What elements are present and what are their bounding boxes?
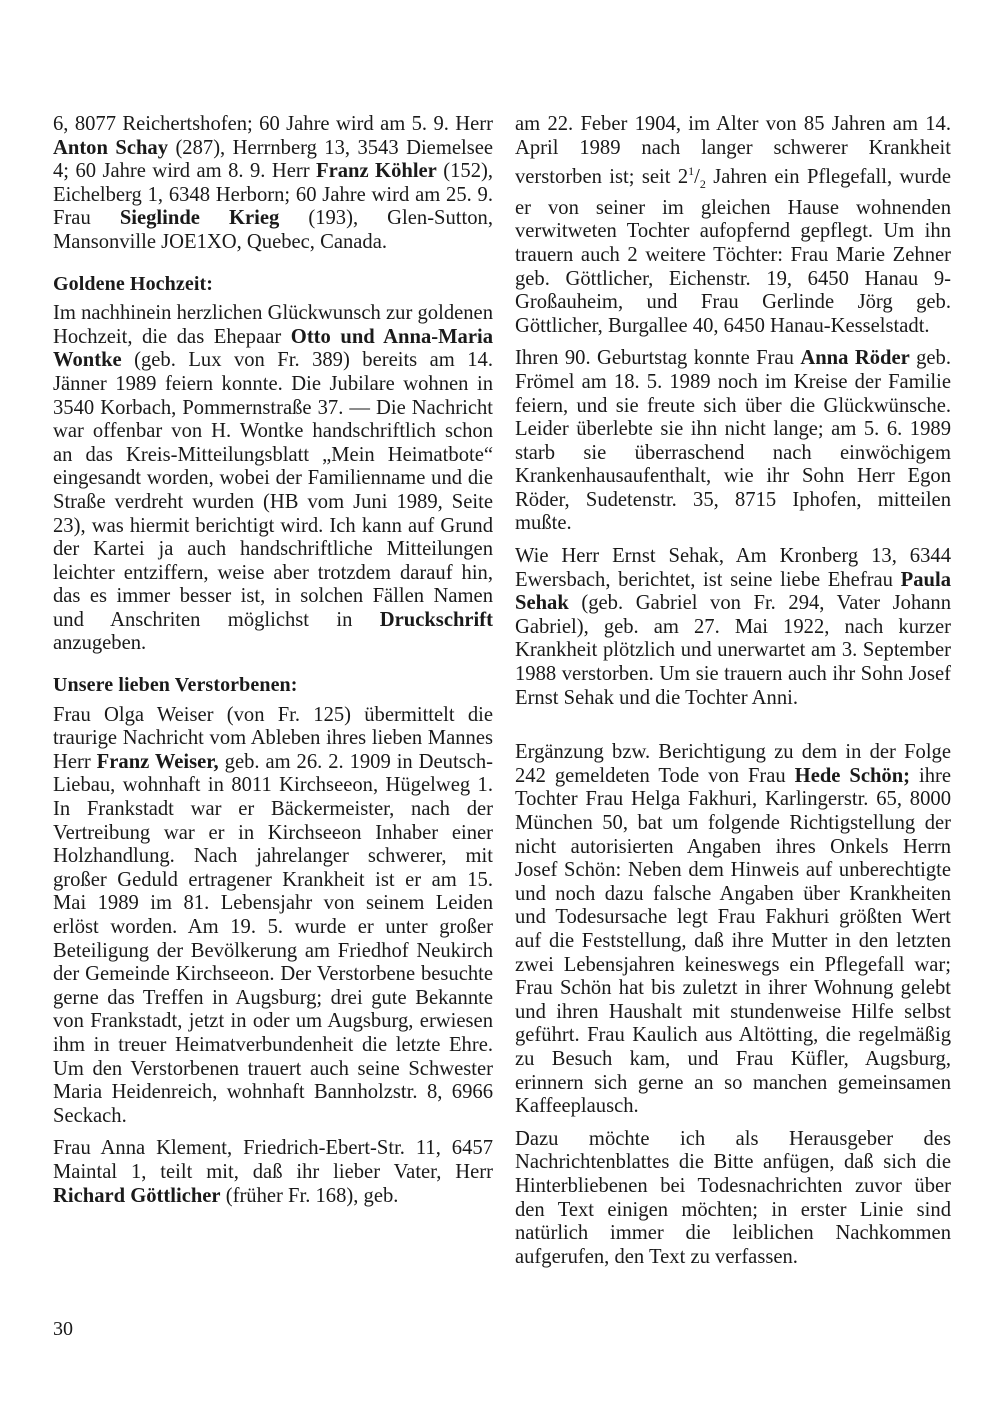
editor-note: Dazu möchte ich als Herausgeber des Nachrichtenblattes die Bitte anfügen, daß sich die Hinterbliebenen bei Todesnachrichten zuvor über den Text einigen möchten; in erster Linie sind natürlich immer die leiblichen Nachkommen aufgerufen, den Text zu verfassen. <box>515 1127 951 1268</box>
person-name: Paula Sehak <box>515 568 951 615</box>
obituary-paula-sehak: Wie Herr Ernst Sehak, Am Kronberg 13, 6344 Ewersbach, berichtet, ist seine liebe Ehefrau Paula Sehak (geb. Gabriel von Fr. 294, Vater Johann Gabriel), geb. am 27. Mai 1922, nach kurzer Krankheit plötzlich und unerwartet am 3. September 1988 verstorben. Um sie trauern auch ihr Sohn Josef Ernst Sehak und die Tochter Anni. <box>515 545 951 709</box>
page-number: 30 <box>53 1318 73 1340</box>
golden-wedding-paragraph: Im nachhinein herzlichen Glückwunsch zur goldenen Hochzeit, die das Ehepaar Otto und Anna-Maria Wontke (geb. Lux von Fr. 389) bereits am 14. Jänner 1989 feiern konnte. Die Jubilare wohnen in 3540 Korbach, Pommernstraße 37. — Die Nachricht war offenbar von H. Wontke handschriftlich schon an das Kreis-Mitteilungsblatt „Mein Heimatbote“ eingesandt worden, wobei der Familienname und die Straße verdreht wurden (HB vom Juni 1989, Seite 23), was hiermit berichtigt wird. Ich kann auf Grund der Kartei ja auch handschriftliche Mitteilungen leichter entziffern, weise aber trotzdem darauf hin, das es immer besser ist, in solchen Fällen Namen und Anschriten möglichst in Druckschrift anzugeben. <box>53 302 493 655</box>
obituary-richard-goettlicher-cont: am 22. Feber 1904, im Alter von 85 Jahren am 14. April 1989 nach langer schwerer Krankheit verstorben ist; seit $2^1/_2$ Jahren ein Pflegefall, wurde er von seiner im gleichen Hause wohnenden verwitweten Tochter aufopfernd gepflegt. Um ihn trauern auch 2 weitere Töchter: Frau Marie Zehner geb. Göttlicher, Eichenstr. 19, 6450 Hanau 9-Großauheim, und Frau Gerlinde Jörg geb. Göttlicher, Burgallee 40, 6450 Hanau-Kesselstadt. <box>515 113 951 337</box>
fraction-denominator: 2 <box>699 177 706 192</box>
section-heading-golden-wedding: Goldene Hochzeit: <box>53 272 214 295</box>
fraction-numerator: 1 <box>688 164 695 179</box>
obituary-franz-weiser: Frau Olga Weiser (von Fr. 125) übermittelt die traurige Nachricht vom Ableben ihres lieben Mannes Herr Franz Weiser, geb. am 26. 2. 1909 in Deutsch-Liebau, wohnhaft in 8011 Kirchseeon, Hügelweg 1. In Frankstadt war er Bäckermeister, nach der Vertreibung war er in Kirchseeon Inhaber einer Holzhandlung. Nach jahrelanger schwerer, mit großer Geduld ertragener Krankheit ist er am 15. Mai 1989 im 81. Lebensjahr von seinem Leiden erlöst worden. Am 19. 5. wurde er unter großer Beteiligung der Bevölkerung am Friedhof Neukirch der Gemeinde Kirchseeon. Der Verstorbene besuchte gerne das Treffen in Augsburg; drei gute Bekannte von Frankstadt, jetzt in oder um Augsburg, erwiesen ihm in treuer Heimatverbundenheit die letzte Ehre. Um den Verstorbenen trauert auch seine Schwester Maria Heidenreich, wohnhaft Bannholzstr. 8, 6966 Seckach. <box>53 703 493 1127</box>
correction-hede-schoen: Ergänzung bzw. Berichtigung zu dem in der Folge 242 gemeldeten Tode von Frau Hede Schön; ihre Tochter Frau Helga Fakhuri, Karlingerstr. 65, 8000 München 50, bat um folgende Richtigstellung der nicht autorisierten Angaben ihres Onkels Herrn Josef Schön: Neben dem Hinweis auf unberechtigte und noch dazu falsche Angaben über Krankheiten und Todesursache legt Frau Fakhuri größten Wert auf die Feststellung, daß ihre Mutter in den letzten zwei Lebensjahren keineswegs ein Pflegefall war; Frau Schön hat bis zuletzt in ihrer Wohnung gelebt und ihren Haushalt mit stundenweise Hilfe selbst geführt. Frau Kaulich aus Altötting, die regelmäßig zu Besuch kam, und Frau Küfler, Augsburg, erinnern sich gerne an so manchen gemeinsamen Kaffeeplausch. <box>515 741 951 1118</box>
spacer <box>515 719 951 741</box>
right-column <box>515 113 951 1278</box>
section-heading-deceased: Unsere lieben Verstorbenen: <box>53 674 298 697</box>
person-name: Otto und Anna-Maria Wontke <box>53 325 493 372</box>
emphasis-term: Druckschrift <box>379 608 493 631</box>
person-name: Hede Schön; <box>794 764 911 787</box>
obituary-richard-goettlicher-start: Frau Anna Klement, Friedrich-Ebert-Str. 11, 6457 Maintal 1, teilt mit, daß ihr lieber Vater, Herr Richard Göttlicher (früher Fr. 168), geb. <box>53 1137 493 1207</box>
person-name: Anton Schay <box>53 136 169 159</box>
person-name: Sieglinde Krieg <box>119 207 280 230</box>
obituary-anna-roeder: Ihren 90. Geburtstag konnte Frau Anna Röder geb. Frömel am 18. 5. 1989 noch im Kreise der Familie feiern, und sie freute sich über die Glückwünsche. Leider überlebte sie ihn nicht lange; am 5. 6. 1989 starb sie überraschend nach einwöchigem Krankenhausaufenthalt, wie ihr Sohn Herr Egon Röder, Sudetenstr. 35, 8715 Iphofen, mitteilen mußte. <box>515 347 951 535</box>
person-name: Franz Köhler <box>316 160 437 183</box>
birthday-announcements-paragraph: 6, 8077 Reichertshofen; 60 Jahre wird am 5. 9. Herr Anton Schay (287), Herrnberg 13, 3543 Diemelsee 4; 60 Jahre wird am 8. 9. Herr Franz Köhler (152), Eichelberg 1, 6348 Herborn; 60 Jahre wird am 25. 9. Frau Sieglinde Krieg (193), Glen-Sutton, Mansonville JOE1XO, Quebec, Canada. <box>53 113 494 253</box>
person-name: Franz Weiser, <box>96 750 219 773</box>
person-name: Richard Göttlicher <box>53 1184 221 1207</box>
person-name: Anna Röder <box>800 347 910 370</box>
left-column <box>53 113 493 1208</box>
